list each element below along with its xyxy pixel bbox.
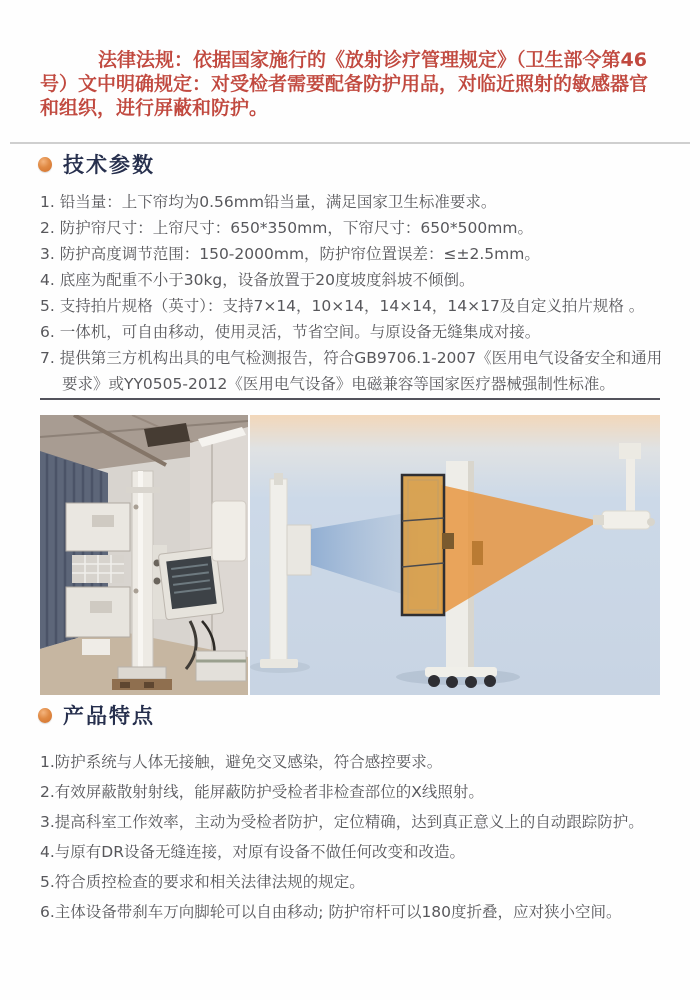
features-section-title: 产品特点 [63, 704, 155, 728]
product-feature-item: 1.防护系统与人体无接触，避免交叉感染，符合感控要求。 [40, 753, 443, 771]
tech-section-header [38, 149, 155, 179]
product-feature-item: 6.主体设备带刹车万向脚轮可以自由移动; 防护帘杆可以180度折叠，应对狭小空间。 [40, 903, 622, 921]
tech-parameter-item: 7. 提供第三方机构出具的电气检测报告，符合GB9706.1-2007《医用电气设备安全和通用要求》或YY0505-2012《医用电气设备》电磁兼容等国家医疗器械强制性标准。 [40, 349, 663, 393]
tech-parameter-item: 4. 底座为配重不小于30kg，设备放置于20度坡度斜坡不倾倒。 [40, 271, 475, 289]
section-divider-figures [40, 398, 660, 400]
product-feature-item: 3.提高科室工作效率，主动为受检者防护，定位精确，达到真正意义上的自动跟踪防护。 [40, 813, 644, 831]
section-bullet-icon [38, 157, 52, 172]
features-section-header [38, 700, 155, 730]
tech-section-title: 技术参数 [63, 153, 155, 177]
regulation-paragraph: 法律法规：依据国家施行的《放射诊疗管理规定》（卫生部令第46号）文中明确规定：对受检者需要配备防护用品，对临近照射的敏感器官和组织，进行屏蔽和防护。 [40, 49, 649, 119]
section-bullet-icon [38, 708, 52, 723]
product-feature-item: 5.符合质控检查的要求和相关法律法规的规定。 [40, 873, 365, 891]
tech-parameter-item: 1. 铅当量：上下帘均为0.56mm铅当量，满足国家卫生标准要求。 [40, 193, 497, 211]
equipment-room-photo [40, 415, 248, 695]
section-divider-top [10, 142, 690, 144]
figure-row [40, 415, 660, 695]
tech-parameter-item: 3. 防护高度调节范围：150-2000mm，防护帘位置误差：≤±2.5mm。 [40, 245, 540, 263]
xray-protection-beam-diagram [250, 415, 660, 695]
product-feature-item: 4.与原有DR设备无缝连接，对原有设备不做任何改变和改造。 [40, 843, 465, 861]
tech-parameter-item: 5. 支持拍片规格（英寸）：支持7×14，10×14，14×14，14×17及自定义拍片规格 。 [40, 297, 645, 315]
tech-parameter-item: 2. 防护帘尺寸：上帘尺寸：650*350mm，下帘尺寸：650*500mm。 [40, 219, 533, 237]
product-feature-item: 2.有效屏蔽散射射线，能屏蔽防护受检者非检查部位的X线照射。 [40, 783, 484, 801]
tech-parameter-item: 6. 一体机，可自由移动，使用灵活，节省空间。与原设备无缝集成对接。 [40, 323, 541, 341]
protective-curtain-stack [66, 503, 130, 655]
product-feature-list [40, 747, 668, 927]
tech-parameter-list [40, 189, 668, 397]
